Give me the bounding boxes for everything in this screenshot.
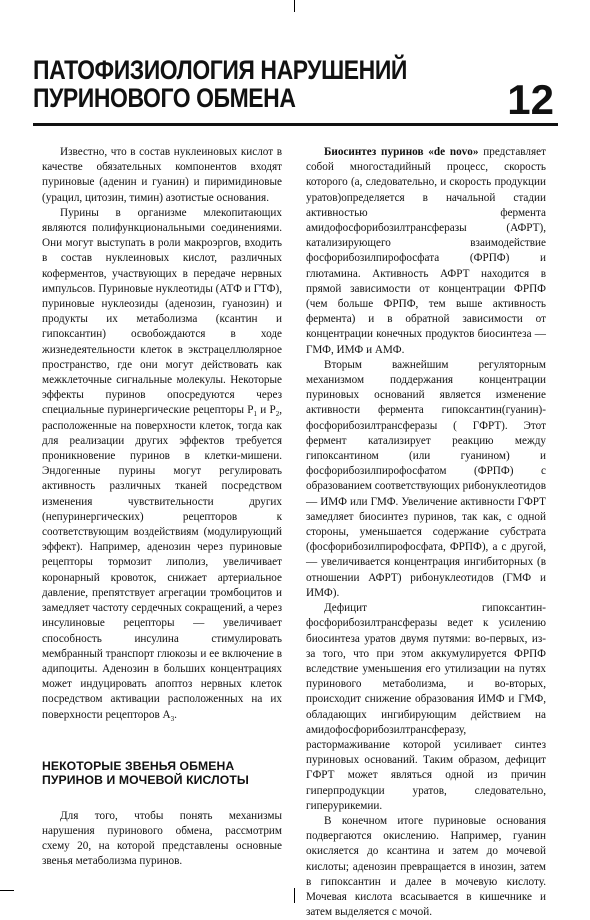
crop-mark-bottom-left [0, 890, 14, 891]
right-paragraph-1-body: представляет собой многостадийный процесс, скорость которого (а, следовательно, и скорость продукции уратов)определяется в начальной стадии активностью фермента амидофосфорибозилтрансферазы (АФРТ), катализирующего взаимодействие фосфорибозилпирофосфата (ФРПФ) и глютамина. Активность АФРТ находится в прямой зависимости от концентрации ФРПФ (чем больше ФРПФ, тем выше активность фермента) и в обратной зависимости от концентрации конечных продуктов биосинтеза — ГМФ, ИМФ и АМФ. [306, 146, 547, 356]
section-heading-line2: ПУРИНОВ И МОЧЕВОЙ КИСЛОТЫ [42, 772, 249, 787]
title-rule [33, 123, 558, 126]
right-column [306, 145, 546, 920]
right-paragraph-2: Вторым важнейшим регуляторным механизмом поддержания концентрации пуриновых оснований является изменение активности фермента гипоксантин(гуанин)-фосфорибозилтрансферазы ( ГФРТ). Этот фермент катализирует реакцию между гипоксантином (или гуанином) и фосфорибозилпирофосфатом (ФРПФ) с образованием соответствующих рибонуклеотидов — ИМФ или ГМФ. Увеличение активности ГФРТ замедляет биосинтез пуринов, так как, с одной стороны, уменьшается содержание субстрата (фосфорибозилпирофосфата, ФРПФ), а с другой, — увеличивается концентрация ингибиторных (в отношении АФРТ) рибонуклеотидов (ГМФ и ИМФ). [306, 358, 546, 599]
left-paragraph-1: Известно, что в состав нуклеиновых кислот в качестве обязательных компонентов входят пуриновые (аденин и гуанин) и пиримидиновые (урацил, цитозин, тимин) азотистые основания. [42, 146, 282, 204]
chapter-header [33, 52, 558, 126]
crop-mark-bottom [294, 888, 295, 903]
chapter-title-line2: ПУРИНОВОГО ОБМЕНА [33, 83, 296, 113]
receptor-p2-subscript: 2 [275, 410, 280, 419]
right-paragraph-1-lead: Биосинтез пуринов «de novo» [324, 146, 479, 158]
right-paragraph-1 [306, 145, 546, 358]
left-paragraph-3: Для того, чтобы понять механизмы нарушения пуринового обмена, рассмотрим схему 20, на которой представлены основные звенья метаболизма пуринов. [42, 809, 282, 868]
crop-mark-top [294, 0, 295, 12]
left-paragraph-2-part-d: . [174, 708, 177, 721]
receptor-p1-subscript: 1 [253, 410, 257, 419]
chapter-number: 12 [507, 76, 554, 123]
section-heading [42, 759, 282, 787]
left-column [42, 145, 282, 870]
section-heading-line1: НЕКОТОРЫЕ ЗВЕНЬЯ ОБМЕНА [42, 758, 235, 773]
left-paragraph-2-part-b: и P [257, 404, 276, 417]
chapter-title-line1: ПАТОФИЗИОЛОГИЯ НАРУШЕНИЙ [33, 55, 407, 85]
chapter-title [33, 56, 407, 112]
left-paragraph-2 [42, 206, 282, 723]
left-paragraph-2-part-c: , расположенные на поверхности клеток, тогда как для реализации других эффектов требуется проникновение пуринов в клетки-мишени. Эндогенные пурины могут регулировать активность различных тканей посредством изменения чувствительности других (непуринергических) рецепторов к соответствующим воздействиям (модулирующий эффект). Например, аденозин через пуриновые рецепторы тормозит липолиз, увеличивает коронарный кровоток, снижает артериальное давление, препятствует агрегации тромбоцитов и замедляет частоту сердечных сокращений, а через инсулиновые рецепторы — увеличивает способность инсулина стимулировать мембранный транспорт глюкозы и ее включение в адипоциты. Аденозин в больших концентрациях может индуцировать апоптоз нервных клеток посредством активации расположенных на их поверхности рецепторов A [42, 404, 282, 721]
right-paragraph-4: В конечном итоге пуриновые основания подвергаются окислению. Например, гуанин окисляется до ксантина и затем до мочевой кислоты; аденозин превращается в инозин, затем в гипоксантин и далее в мочевую кислоту. Мочевая кислота всасывается в кишечнике и затем выделяется с мочой. [306, 814, 546, 919]
left-paragraph-2-part-a: Пурины в организме млекопитающих являются полифункциональными соединениями. Они могут выступать в роли макроэргов, входить в состав нуклеиновых кислот, различных коферментов, участвующих в передаче нервных импульсов. Пуриновые нуклеотиды (АТФ и ГТФ), пуриновые нуклеозиды (аденозин, гуанозин) и продукты их метаболизма (ксантин и гипоксантин) освобождаются в ходе жизнедеятельности клеток в экстрацеллюлярное пространство, где они могут действовать как межклеточные сигнальные молекулы. Некоторые эффекты пуринов опосредуются через специальные пуринергические рецепторы P [42, 206, 282, 417]
right-paragraph-3: Дефицит гипоксантин-фосфорибозилтрансферазы ведет к усилению биосинтеза уратов двумя путями: во-первых, из-за того, что при этом аккумулируется ФРПФ вследствие уменьшения его утилизации на путях пуринового метаболизма, и во-вторых, происходит снижение образования ИМФ и ГМФ, обладающих ингибирующим действием на амидофосфорибозилтрансферазу, растормаживание которой усиливает синтез пуриновых оснований. Таким образом, дефицит ГФРТ может являться одной из причин гиперпродукции уратов, следовательно, гиперурикемии. [306, 602, 546, 812]
receptor-a3-subscript: 3 [170, 714, 175, 723]
